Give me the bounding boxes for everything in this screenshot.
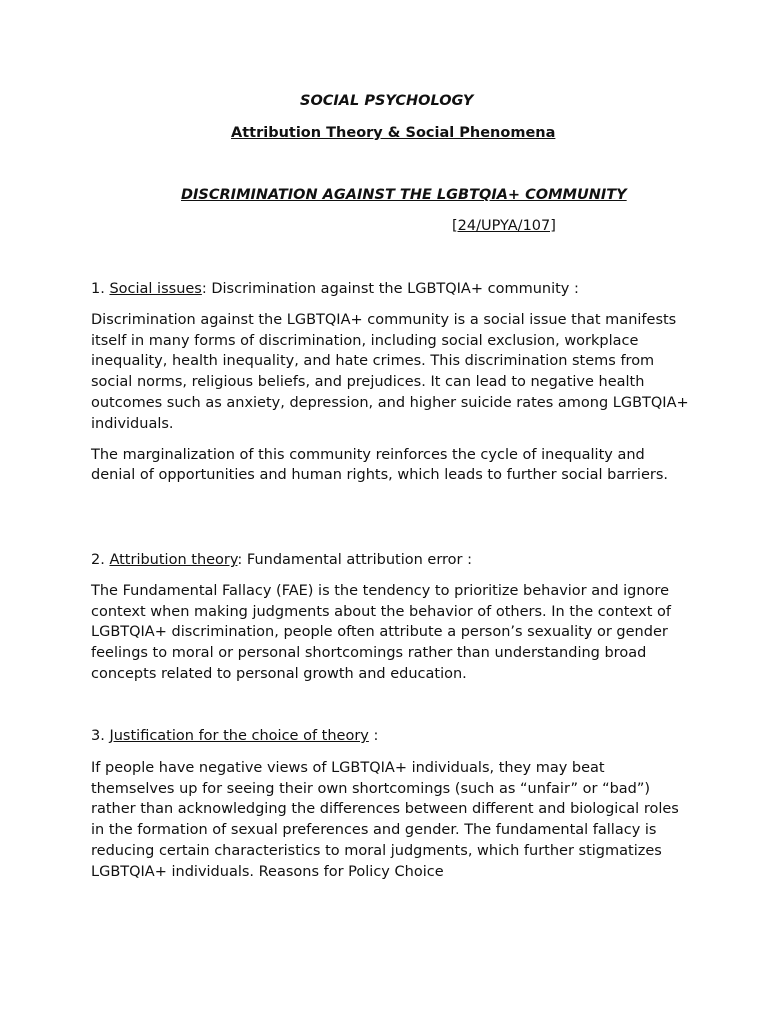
- section-term: Justification for the choice of theory: [109, 728, 369, 744]
- section-number: 2.: [91, 552, 110, 568]
- course-title: SOCIAL PSYCHOLOGY: [300, 93, 474, 109]
- paragraph: Discrimination against the LGBTQIA+ community is a social issue that manifests itself in many forms of discrimination, including social exclusion, workplace inequality, health inequality, and hate crimes. This discrimination stems from social norms, religious beliefs, and prejudices. It can lead to negative health outcomes such as anxiety, depression, and higher suicide rates among LGBTQIA+ individuals.: [91, 311, 689, 432]
- section-heading-rest: : Fundamental attribution error :: [237, 552, 472, 568]
- section-social-issues: [91, 279, 691, 486]
- section-number: 3.: [91, 728, 110, 744]
- paragraph: The marginalization of this community reinforces the cycle of inequality and denial of opportunities and human rights, which leads to further social barriers.: [91, 446, 668, 484]
- section-heading-rest: : Discrimination against the LGBTQIA+ community :: [201, 281, 579, 297]
- document-title: DISCRIMINATION AGAINST THE LGBTQIA+ COMMUNITY: [181, 187, 627, 203]
- section-justification: [91, 726, 691, 883]
- section-heading-rest: :: [368, 728, 379, 744]
- section-heading: [91, 550, 691, 571]
- section-term: Social issues: [109, 281, 202, 297]
- section-number: 1.: [91, 281, 110, 297]
- section-heading: [91, 279, 691, 300]
- paragraph: If people have negative views of LGBTQIA+ individuals, they may beat themselves up for seeing their own shortcomings (such as “unfair” or “bad”) rather than acknowledging the differences between different and biological roles in the formation of sexual preferences and gender. The fundamental fallacy is reducing certain characteristics to moral judgments, which further stigmatizes LGBTQIA+ individuals. Reasons for Policy Choice: [91, 759, 679, 880]
- paragraph: The Fundamental Fallacy (FAE) is the tendency to prioritize behavior and ignore context when making judgments about the behavior of others. In the context of LGBTQIA+ discrimination, people often attribute a person’s sexuality or gender feelings to moral or personal shortcomings rather than understanding broad concepts related to personal growth and education.: [91, 582, 671, 682]
- document-code: [24/UPYA/107]: [452, 218, 556, 234]
- document-subtitle: Attribution Theory & Social Phenomena: [231, 125, 556, 141]
- section-heading: [91, 726, 691, 747]
- section-term: Attribution theory: [109, 552, 238, 568]
- section-attribution-theory: [91, 550, 691, 685]
